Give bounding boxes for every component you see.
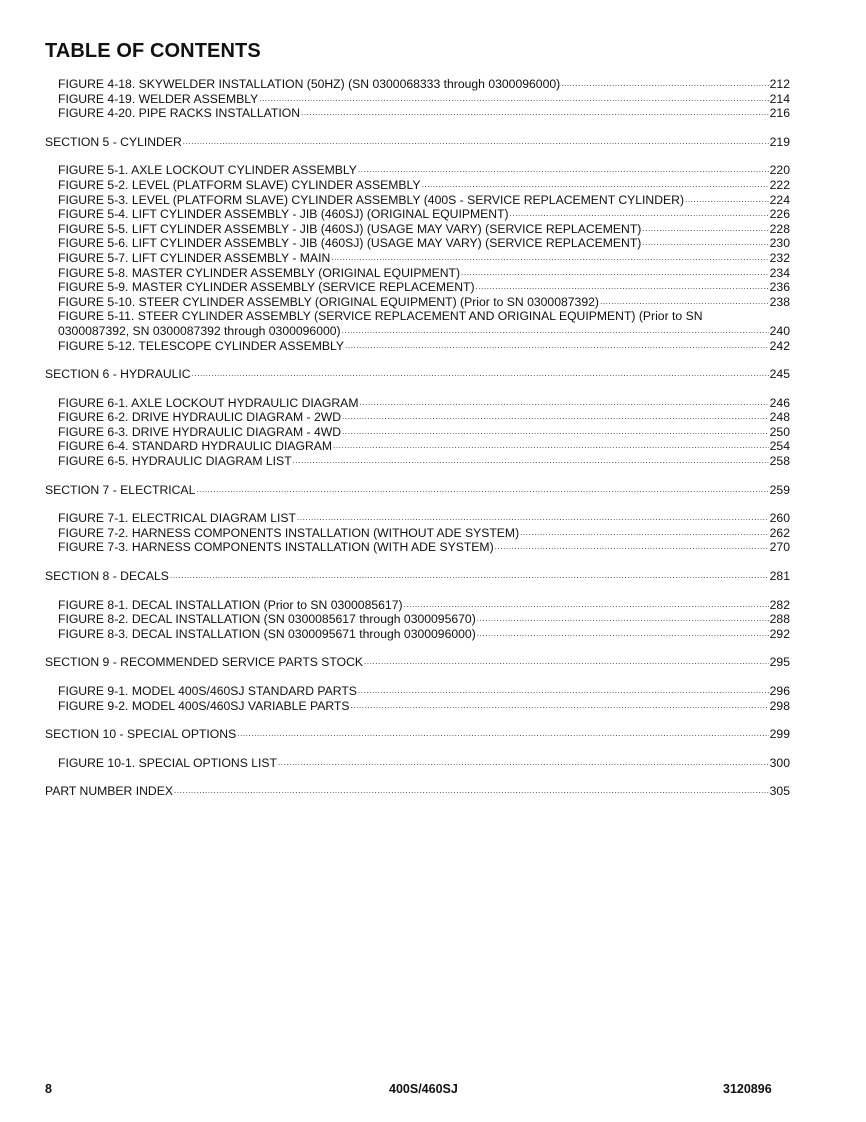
toc-section-entry[interactable] (45, 483, 790, 498)
toc-figure-entry-title: FIGURE 7-2. HARNESS COMPONENTS INSTALLATION (WITHOUT ADE SYSTEM) (58, 525, 520, 540)
toc-figure-entry[interactable] (45, 163, 790, 178)
dot-leader (476, 280, 769, 295)
toc-section-entry-page: 219 (769, 134, 790, 149)
toc-figure-entry-page: 232 (769, 250, 790, 265)
dot-leader (342, 425, 769, 440)
toc-figure-entry-page: 228 (769, 221, 790, 236)
toc-figure-entry[interactable] (45, 756, 790, 771)
toc-figure-entry-page: 220 (769, 163, 790, 178)
dot-leader (192, 367, 769, 382)
toc-figure-entry-title: FIGURE 8-3. DECAL INSTALLATION (SN 0300095671 through 0300096000) (58, 626, 476, 641)
dot-leader (278, 756, 769, 771)
toc-figure-entry-page: 226 (769, 207, 790, 222)
toc-figure-entry-title: FIGURE 8-1. DECAL INSTALLATION (Prior to SN 0300085617) (58, 597, 403, 612)
toc-figure-entry[interactable] (45, 425, 790, 440)
toc-figure-entry-title: FIGURE 4-20. PIPE RACKS INSTALLATION (58, 106, 301, 121)
toc-figure-entry[interactable] (45, 295, 790, 310)
toc-figure-entry-title: FIGURE 5-3. LEVEL (PLATFORM SLAVE) CYLINDER ASSEMBLY (400S - SERVICE REPLACEMENT CYLINDER) (58, 192, 685, 207)
toc-figure-entry[interactable] (45, 222, 790, 237)
toc-figure-entry-title: FIGURE 4-19. WELDER ASSEMBLY (58, 91, 259, 106)
toc-figure-entry-page: 224 (769, 192, 790, 207)
dot-leader (342, 410, 769, 425)
toc-section-entry-page: 259 (769, 482, 790, 497)
toc-figure-entry[interactable] (45, 251, 790, 266)
toc-figure-entry-page: 258 (769, 454, 790, 469)
toc-figure-entry-page: 234 (769, 265, 790, 280)
toc-section-entry-title: SECTION 7 - ELECTRICAL (45, 482, 196, 497)
toc-figure-entry-title: FIGURE 6-2. DRIVE HYDRAULIC DIAGRAM - 2WD (58, 410, 342, 425)
toc-section-entry-page: 299 (769, 727, 790, 742)
dot-leader (297, 511, 769, 526)
toc-figure-entry-page: 292 (769, 626, 790, 641)
dot-leader (331, 251, 768, 266)
toc-figure-entry[interactable] (45, 684, 790, 699)
footer-page-number: 8 (45, 1082, 52, 1096)
toc-figure-entry[interactable] (45, 396, 790, 411)
dot-leader (404, 598, 769, 613)
dot-leader (461, 266, 769, 281)
toc-figure-entry-page: 282 (769, 597, 790, 612)
toc-section-entry[interactable] (45, 727, 790, 742)
toc-figure-entry[interactable] (45, 627, 790, 642)
toc-figure-entry-page: 222 (769, 177, 790, 192)
toc-section-entry[interactable] (45, 135, 790, 150)
toc-figure-entry[interactable] (45, 324, 790, 339)
toc-section-entry-title: SECTION 6 - HYDRAULIC (45, 367, 191, 382)
dot-leader (359, 396, 768, 411)
toc-figure-entry-title: FIGURE 8-2. DECAL INSTALLATION (SN 0300085617 through 0300095670) (58, 612, 476, 627)
toc-figure-entry-page: 240 (769, 323, 790, 338)
toc-figure-entry-title: FIGURE 5-6. LIFT CYLINDER ASSEMBLY - JIB (460SJ) (USAGE MAY VARY) (SERVICE REPLACEMENT) (58, 236, 642, 251)
toc-figure-entry[interactable] (45, 540, 790, 555)
toc-figure-entry-title: FIGURE 5-9. MASTER CYLINDER ASSEMBLY (SERVICE REPLACEMENT) (58, 280, 475, 295)
toc-figure-entry-page: 242 (769, 338, 790, 353)
toc-figure-entry[interactable] (45, 339, 790, 354)
dot-leader (364, 655, 769, 670)
toc-figure-entry-page: 300 (769, 755, 790, 770)
toc-figure-entry[interactable] (45, 598, 790, 613)
toc-figure-entry-title: FIGURE 10-1. SPECIAL OPTIONS LIST (58, 755, 277, 770)
dot-leader (358, 684, 769, 699)
toc-figure-entry-page: 216 (769, 106, 790, 121)
dot-leader (358, 163, 769, 178)
toc-figure-entry-title: FIGURE 6-4. STANDARD HYDRAULIC DIAGRAM (58, 439, 333, 454)
toc-figure-entry-title: FIGURE 7-3. HARNESS COMPONENTS INSTALLATION (WITH ADE SYSTEM) (58, 540, 494, 555)
toc-section-entry[interactable] (45, 569, 790, 584)
toc-figure-entry-page: 254 (769, 439, 790, 454)
toc-section-entry[interactable] (45, 367, 790, 382)
toc-figure-entry-title: FIGURE 5-12. TELESCOPE CYLINDER ASSEMBLY (58, 338, 345, 353)
toc-section-entry-title: SECTION 9 - RECOMMENDED SERVICE PARTS STOCK (45, 655, 364, 670)
dot-leader (600, 295, 769, 310)
toc-section-entry-title: SECTION 10 - SPECIAL OPTIONS (45, 727, 237, 742)
toc-figure-entry-title: FIGURE 5-7. LIFT CYLINDER ASSEMBLY - MAIN (58, 250, 331, 265)
dot-leader (422, 178, 769, 193)
toc-section-entry-page: 245 (769, 367, 790, 382)
toc-figure-entry-title: FIGURE 9-2. MODEL 400S/460SJ VARIABLE PARTS (58, 698, 350, 713)
toc-section-entry-page: 281 (769, 569, 790, 584)
dot-leader (333, 439, 769, 454)
toc-figure-entry-title: FIGURE 5-5. LIFT CYLINDER ASSEMBLY - JIB (460SJ) (USAGE MAY VARY) (SERVICE REPLACEMENT) (58, 221, 642, 236)
toc-figure-entry-title: FIGURE 6-1. AXLE LOCKOUT HYDRAULIC DIAGRAM (58, 395, 359, 410)
dot-leader (350, 699, 768, 714)
dot-leader (520, 526, 769, 541)
toc-section-entry-page: 305 (769, 784, 790, 799)
toc-figure-entry[interactable] (45, 207, 790, 222)
toc-figure-entry-page: 246 (769, 395, 790, 410)
toc-figure-entry-page: 250 (769, 424, 790, 439)
toc-figure-entry-page: 270 (769, 540, 790, 555)
toc-figure-entry-title: FIGURE 7-1. ELECTRICAL DIAGRAM LIST (58, 511, 296, 526)
footer-model: 400S/460SJ (389, 1082, 458, 1096)
dot-leader (477, 612, 769, 627)
dot-leader (237, 727, 768, 742)
toc-figure-entry-page: 236 (769, 280, 790, 295)
toc-figure-entry[interactable] (45, 439, 790, 454)
dot-leader (196, 483, 768, 498)
dot-leader (301, 106, 769, 121)
toc-section-entry[interactable] (45, 655, 790, 670)
toc-figure-entry-title: FIGURE 5-8. MASTER CYLINDER ASSEMBLY (ORIGINAL EQUIPMENT) (58, 265, 461, 280)
page-title: TABLE OF CONTENTS (45, 40, 261, 62)
toc-figure-entry-title: FIGURE 5-4. LIFT CYLINDER ASSEMBLY - JIB (460SJ) (ORIGINAL EQUIPMENT) (58, 207, 509, 222)
toc-figure-entry[interactable] (45, 77, 790, 92)
toc-figure-entry[interactable] (45, 92, 790, 107)
toc-figure-entry[interactable] (45, 699, 790, 714)
toc-figure-entry-page: 260 (769, 511, 790, 526)
toc-figure-entry[interactable] (45, 511, 790, 526)
toc-figure-entry-title: FIGURE 4-18. SKYWELDER INSTALLATION (50HZ) (SN 0300068333 through 0300096000) (58, 77, 561, 91)
toc-figure-entry-line1[interactable]: FIGURE 5-11. STEER CYLINDER ASSEMBLY (SERVICE REPLACEMENT AND ORIGINAL EQUIPMENT) (Prior to SN (58, 309, 703, 324)
toc-figure-entry-page: 248 (769, 410, 790, 425)
dot-leader (642, 236, 768, 251)
dot-leader (293, 454, 769, 469)
dot-leader (183, 135, 769, 150)
toc-figure-entry[interactable] (45, 178, 790, 193)
toc-figure-entry-title: FIGURE 5-1. AXLE LOCKOUT CYLINDER ASSEMBLY (58, 163, 357, 178)
toc-figure-entry-page: 262 (769, 525, 790, 540)
toc-figure-entry[interactable] (45, 266, 790, 281)
toc-figure-entry[interactable] (45, 236, 790, 251)
dot-leader (345, 339, 769, 354)
toc-figure-entry-title: FIGURE 6-3. DRIVE HYDRAULIC DIAGRAM - 4WD (58, 424, 342, 439)
dot-leader (510, 207, 769, 222)
toc-figure-entry[interactable] (45, 612, 790, 627)
toc-figure-entry-page: 298 (769, 698, 790, 713)
toc-figure-entry[interactable] (45, 454, 790, 469)
toc-figure-entry-page: 288 (769, 612, 790, 627)
toc-figure-entry-title: FIGURE 5-2. LEVEL (PLATFORM SLAVE) CYLINDER ASSEMBLY (58, 177, 421, 192)
toc-section-entry[interactable] (45, 784, 790, 799)
toc-figure-entry-page: 238 (769, 294, 790, 309)
toc-figure-entry-page: 214 (769, 91, 790, 106)
toc-figure-entry[interactable] (45, 526, 790, 541)
table-of-contents (45, 77, 790, 799)
toc-figure-entry-title: FIGURE 9-1. MODEL 400S/460SJ STANDARD PARTS (58, 684, 357, 698)
dot-leader (170, 569, 769, 584)
toc-figure-entry[interactable] (45, 280, 790, 295)
toc-figure-entry-title: 0300087392, SN 0300087392 through 0300096000) (58, 323, 341, 338)
dot-leader (561, 77, 768, 92)
toc-figure-entry[interactable] (45, 106, 790, 121)
toc-section-entry-title: SECTION 8 - DECALS (45, 569, 169, 584)
toc-section-entry-page: 295 (769, 655, 790, 670)
toc-section-entry-title: PART NUMBER INDEX (45, 784, 173, 799)
toc-figure-entry-page: 296 (769, 684, 790, 698)
toc-figure-entry[interactable] (45, 193, 790, 208)
dot-leader (495, 540, 769, 555)
dot-leader (685, 193, 769, 208)
toc-figure-entry[interactable] (45, 410, 790, 425)
dot-leader (342, 324, 769, 339)
toc-figure-entry-page: 212 (769, 77, 790, 91)
footer-doc-number: 3120896 (723, 1082, 772, 1096)
dot-leader (642, 222, 768, 237)
dot-leader (477, 627, 769, 642)
toc-section-entry-title: SECTION 5 - CYLINDER (45, 134, 182, 149)
toc-figure-entry-page: 230 (769, 236, 790, 251)
dot-leader (259, 92, 768, 107)
dot-leader (174, 784, 769, 799)
toc-figure-entry-title: FIGURE 5-10. STEER CYLINDER ASSEMBLY (ORIGINAL EQUIPMENT) (Prior to SN 0300087392) (58, 294, 599, 309)
toc-figure-entry-title: FIGURE 6-5. HYDRAULIC DIAGRAM LIST (58, 454, 292, 469)
